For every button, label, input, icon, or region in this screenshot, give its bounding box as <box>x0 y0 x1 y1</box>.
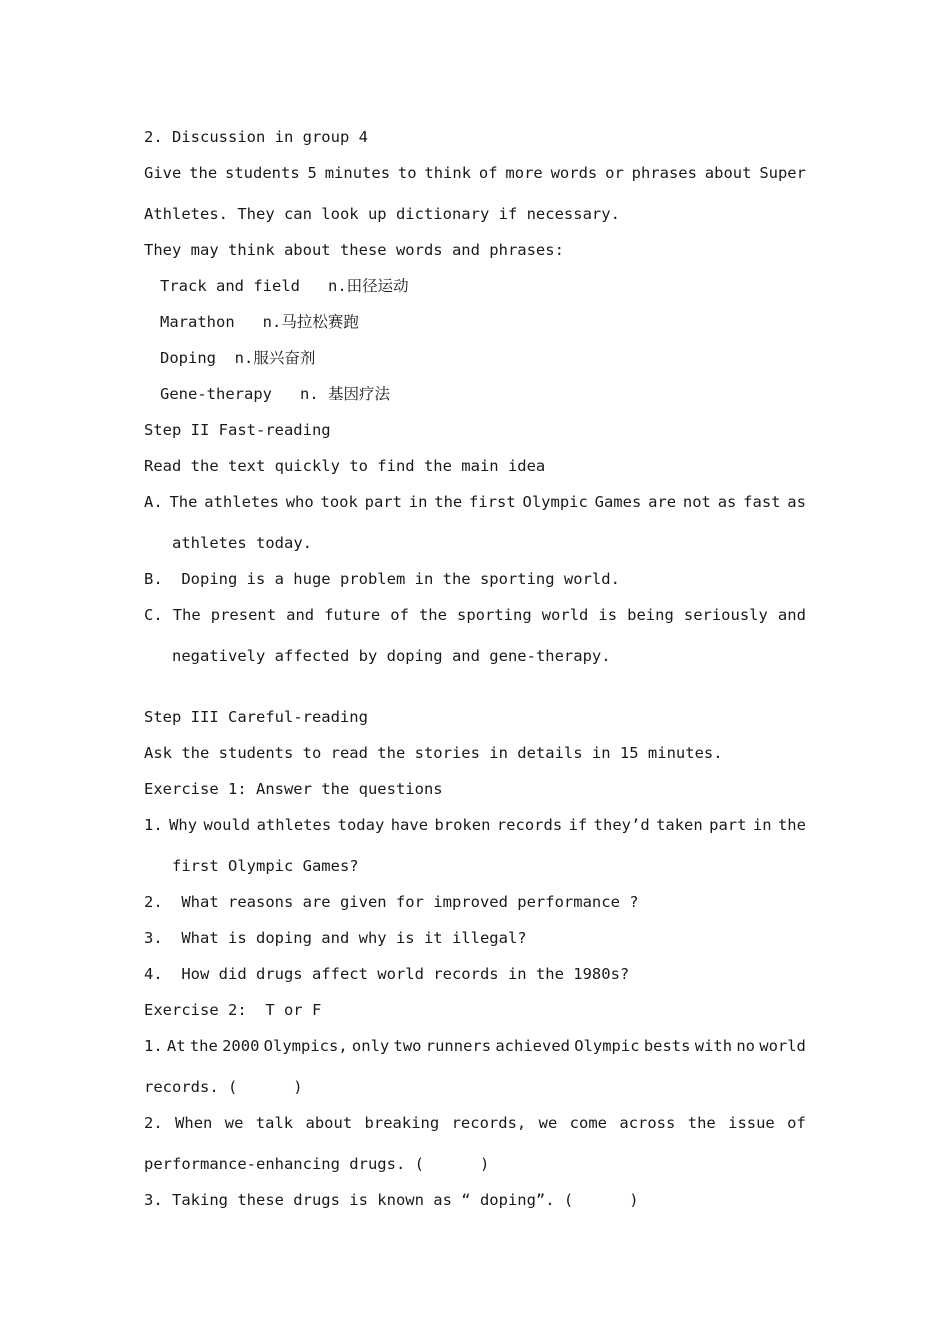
word: runners <box>425 1037 492 1055</box>
word: are <box>648 493 677 511</box>
word: being <box>627 606 674 624</box>
vocab-intro: They may think about these words and phrases: <box>144 241 564 259</box>
word: and <box>286 606 315 624</box>
word: athletes <box>256 816 332 834</box>
word: two <box>393 1037 422 1055</box>
word: Why <box>169 816 198 834</box>
word: as <box>787 493 806 511</box>
word: future <box>324 606 381 624</box>
tf-3: 3. Taking these drugs is known as “ doping”. ( ) <box>144 1191 639 1209</box>
word: think <box>424 164 472 182</box>
word: world <box>759 1037 806 1055</box>
word: phrases <box>631 164 697 182</box>
word: only <box>351 1037 390 1055</box>
question-1-line2: first Olympic Games? <box>172 857 359 875</box>
word: today <box>337 816 385 834</box>
word: with <box>694 1037 733 1055</box>
vocab-item: Marathon n.马拉松赛跑 <box>160 313 359 331</box>
word: The <box>169 493 198 511</box>
word: 1. <box>144 816 163 834</box>
word: about <box>305 1114 353 1132</box>
word: Games <box>594 493 642 511</box>
word: of <box>390 606 409 624</box>
word: issue <box>728 1114 775 1132</box>
question-2: 2. What reasons are given for improved performance ? <box>144 893 639 911</box>
word: the <box>189 164 218 182</box>
word: in <box>408 493 428 511</box>
word: is <box>598 606 618 624</box>
word: The <box>172 606 201 624</box>
word: the <box>434 493 463 511</box>
option-a-line1 <box>144 492 806 512</box>
word: taken <box>656 816 703 834</box>
word: or <box>605 164 624 182</box>
word: have <box>390 816 429 834</box>
word: if <box>568 816 588 834</box>
word: about <box>704 164 752 182</box>
word: fast <box>743 493 781 511</box>
word: C. <box>144 606 163 624</box>
word: they’d <box>593 816 650 834</box>
discussion-paragraph-line1 <box>144 163 806 183</box>
word: athletes <box>204 493 279 511</box>
word: When <box>175 1114 213 1132</box>
word: 1. <box>144 1037 163 1055</box>
word: the <box>777 816 806 834</box>
option-c-line1 <box>144 605 806 625</box>
word: At <box>166 1037 186 1055</box>
option-a-line2: athletes today. <box>172 534 312 552</box>
step2-instruction: Read the text quickly to find the main idea <box>144 457 546 475</box>
word: of <box>478 164 498 182</box>
word: records <box>496 816 563 834</box>
word: world <box>541 606 589 624</box>
word: part <box>709 816 747 834</box>
word: we <box>538 1114 558 1132</box>
word: present <box>210 606 277 624</box>
question-3: 3. What is doping and why is it illegal? <box>144 929 527 947</box>
word: who <box>285 493 314 511</box>
word: of <box>787 1114 806 1132</box>
word: in <box>752 816 772 834</box>
word: breaking <box>364 1114 440 1132</box>
word: Give <box>144 164 182 182</box>
word: achieved <box>495 1037 570 1055</box>
word: more <box>505 164 543 182</box>
discussion-paragraph-line2: Athletes. They can look up dictionary if necessary. <box>144 205 620 223</box>
word: Super <box>759 164 806 182</box>
word: took <box>320 493 358 511</box>
word: across <box>619 1114 676 1132</box>
word: 5 <box>307 164 317 182</box>
word: seriously <box>683 606 768 624</box>
word: would <box>203 816 251 834</box>
step2-heading: Step II Fast-reading <box>144 421 331 439</box>
word: the <box>189 1037 218 1055</box>
tf-1-line1 <box>144 1036 806 1056</box>
word: 2000 <box>222 1037 260 1055</box>
word: Olympic <box>522 493 588 511</box>
vocab-item: Gene-therapy n. 基因疗法 <box>160 385 391 403</box>
word: 2. <box>144 1114 163 1132</box>
word: Olympics, <box>263 1037 348 1055</box>
question-4: 4. How did drugs affect world records in the 1980s? <box>144 965 630 983</box>
word: we <box>224 1114 244 1132</box>
word: to <box>397 164 417 182</box>
vocab-item: Track and field n.田径运动 <box>160 277 409 295</box>
question-1-line1 <box>144 815 806 835</box>
word: students <box>225 164 300 182</box>
word: the <box>418 606 447 624</box>
word: first <box>469 493 516 511</box>
word: no <box>736 1037 755 1055</box>
word: broken <box>434 816 491 834</box>
word: talk <box>255 1114 294 1132</box>
word: as <box>717 493 737 511</box>
word: bests <box>643 1037 691 1055</box>
word: Olympic <box>574 1037 640 1055</box>
word: words <box>550 164 598 182</box>
word: not <box>682 493 711 511</box>
tf-2-line1 <box>144 1113 806 1133</box>
option-c-line2: negatively affected by doping and gene-therapy. <box>172 647 611 665</box>
exercise2-heading: Exercise 2: T or F <box>144 1001 322 1019</box>
tf-2-line2: performance-enhancing drugs. ( ) <box>144 1155 490 1173</box>
step3-heading: Step III Careful-reading <box>144 708 368 726</box>
word: and <box>777 606 806 624</box>
word: sporting <box>457 606 532 624</box>
word: A. <box>144 493 163 511</box>
option-b: B. Doping is a huge problem in the sporting world. <box>144 570 620 588</box>
word: minutes <box>324 164 391 182</box>
word: records, <box>451 1114 527 1132</box>
vocab-item: Doping n.服兴奋剂 <box>160 349 316 367</box>
step3-instruction: Ask the students to read the stories in details in 15 minutes. <box>144 744 723 762</box>
word: part <box>364 493 402 511</box>
discussion-heading: 2. Discussion in group 4 <box>144 128 368 146</box>
word: come <box>569 1114 607 1132</box>
exercise1-heading: Exercise 1: Answer the questions <box>144 780 443 798</box>
word: the <box>687 1114 716 1132</box>
tf-1-line2: records. ( ) <box>144 1078 303 1096</box>
